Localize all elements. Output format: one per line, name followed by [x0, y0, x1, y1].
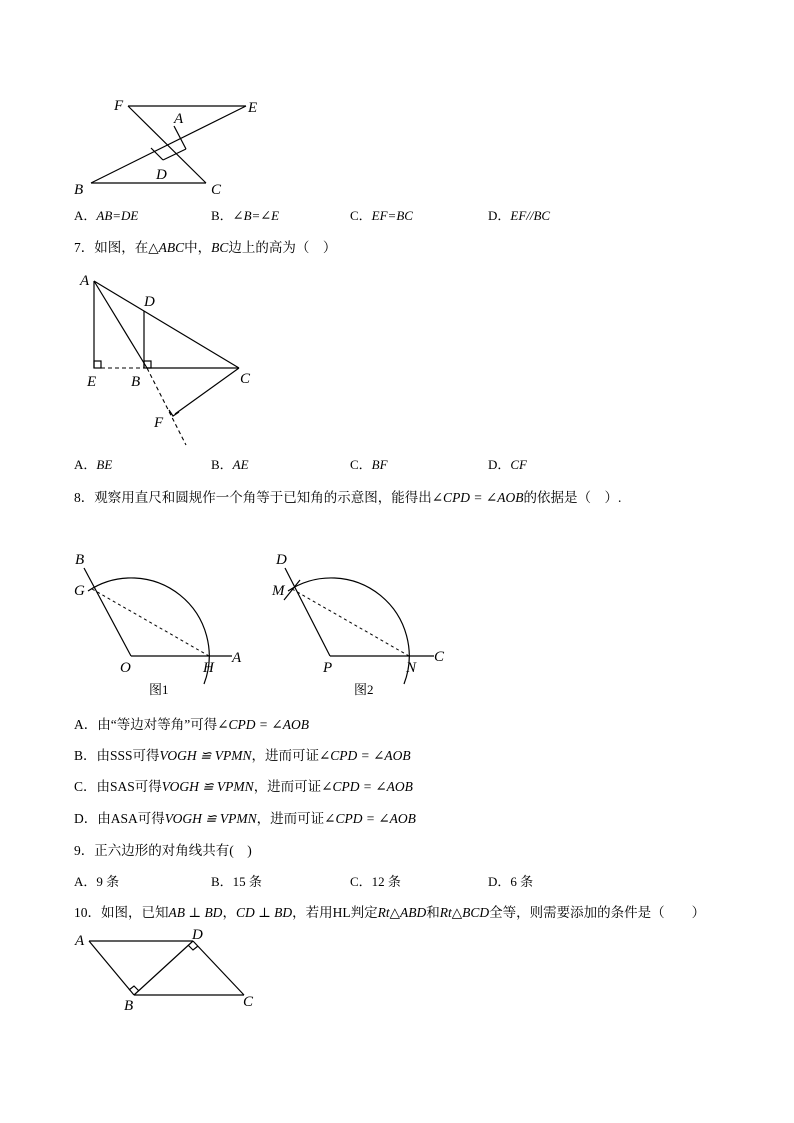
q8-option-a[interactable]: A．由“等边对等角”可得∠CPD = ∠AOB [74, 717, 309, 732]
label-E: E [87, 374, 97, 390]
label-D: D [144, 294, 155, 310]
figure-2-caption: 图2 [354, 682, 374, 697]
label-C: C [211, 182, 222, 198]
label-F: F [154, 415, 164, 431]
figure-1-caption: 图1 [149, 682, 169, 697]
label-E: E [248, 100, 258, 116]
q9-option-b[interactable]: B．15 条 [211, 874, 262, 889]
q6-option-a[interactable]: A．AB=DE [74, 208, 139, 223]
label-H: H [203, 660, 214, 676]
label-N: N [406, 660, 417, 676]
q6-option-d[interactable]: D．EF//BC [488, 208, 551, 223]
label-B: B [74, 182, 84, 198]
q6-figure [70, 92, 270, 202]
segment-FC [128, 106, 206, 183]
q6-option-b[interactable]: B．∠B=∠E [211, 208, 280, 223]
q8-option-d[interactable]: D．由ASA可得VOGH ≌ VPMN，进而可证∠CPD = ∠AOB [74, 811, 416, 826]
label-A: A [80, 273, 90, 289]
label-B: B [124, 998, 134, 1014]
label-B: B [131, 374, 141, 390]
q6-option-c[interactable]: C．EF=BC [350, 208, 413, 223]
segment-BE [91, 106, 246, 183]
label-C: C [434, 649, 445, 665]
label-C: C [243, 994, 254, 1010]
q7-option-c[interactable]: C．BF [350, 457, 388, 472]
segment-AD-3 [174, 126, 186, 149]
q8-option-c[interactable]: C．由SAS可得VOGH ≌ VPMN，进而可证∠CPD = ∠AOB [74, 779, 413, 794]
label-D: D [276, 552, 287, 568]
label-M: M [272, 583, 285, 599]
q10-stem: 10．如图，已知AB ⊥ BD，CD ⊥ BD，若用HL判定Rt△ABD和Rt△BCD全等，则需要添加的条件是（ ） [74, 905, 706, 920]
q8-figure-1 [70, 548, 270, 698]
label-A: A [75, 933, 85, 949]
q9-stem: 9．正六边形的对角线共有( ) [74, 843, 252, 858]
label-D: D [156, 167, 167, 183]
label-F: F [114, 98, 124, 114]
q8-stem: 8．观察用直尺和圆规作一个角等于已知角的示意图，能得出∠CPD = ∠AOB的依据是（ ）. [74, 490, 622, 505]
q8-option-b[interactable]: B．由SSS可得VOGH ≌ VPMN，进而可证∠CPD = ∠AOB [74, 748, 411, 763]
label-D: D [192, 927, 203, 943]
label-A: A [174, 111, 184, 127]
label-A: A [232, 650, 242, 666]
q7-figure [70, 268, 270, 453]
label-G: G [74, 583, 85, 599]
q7-option-b[interactable]: B．AE [211, 457, 249, 472]
q9-option-d[interactable]: D．6 条 [488, 874, 534, 889]
q10-figure [70, 925, 280, 1015]
label-B: B [75, 552, 85, 568]
q7-option-d[interactable]: D．CF [488, 457, 528, 472]
q9-option-c[interactable]: C．12 条 [350, 874, 401, 889]
label-C: C [240, 371, 251, 387]
q8-figure-2 [270, 548, 470, 698]
segment-AD-1 [163, 149, 186, 160]
q7-stem: 7．如图，在△ABC中，BC边上的高为（ ） [74, 240, 337, 255]
q9-option-a[interactable]: A．9 条 [74, 874, 120, 889]
q7-option-a[interactable]: A．BE [74, 457, 113, 472]
label-O: O [120, 660, 131, 676]
label-P: P [323, 660, 333, 676]
